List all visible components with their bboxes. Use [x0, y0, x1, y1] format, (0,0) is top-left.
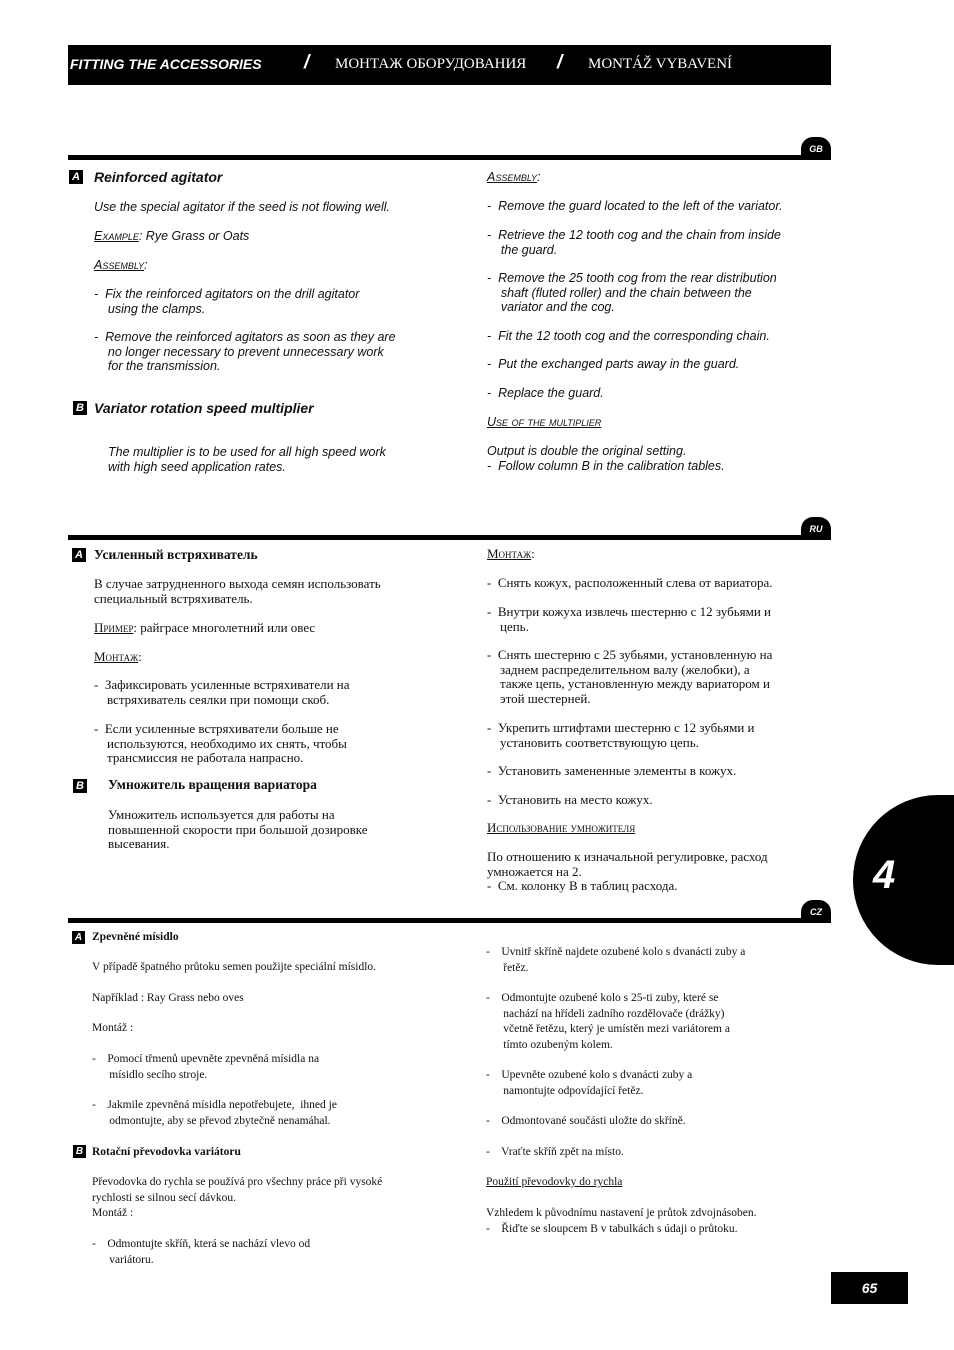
use-of-multiplier-label: Использование умножителя [487, 820, 636, 835]
paragraph: Převodovka do rychla se používá pro všechny práce při vysoké rychlosti se silnou secí dávkou. Montáž : [92, 1176, 383, 1219]
list-item: - Снять шестерню с 25 зубьями, установленную на заднем распределительном валу (желобки), а также цепь, установленную между вариатором и этой шестерней. [487, 647, 773, 706]
list-item: - Retrieve the 12 tooth cog and the chain from inside the guard. [487, 228, 781, 257]
section-letter-a: A [72, 548, 86, 562]
assembly-line [487, 170, 541, 185]
header-bar [68, 45, 831, 85]
section-letter-b: B [73, 779, 87, 793]
use-of-multiplier-label: Use of the multiplier [487, 415, 602, 429]
paragraph: V případě špatného průtoku semen použijte speciální mísidlo. [92, 961, 377, 973]
list-item: - Снять кожух, расположенный слева от вариатора. [487, 575, 773, 590]
assembly-line [94, 258, 148, 273]
language-tag-cz: CZ [801, 900, 831, 922]
paragraph: The multiplier is to be used for all high speed work with high seed application rates. [108, 445, 386, 474]
header-title-cz: MONTÁŽ VYBAVENÍ [588, 56, 733, 72]
assembly-colon: : [144, 258, 148, 272]
language-tag-ru: RU [801, 517, 831, 539]
assembly-colon: : [537, 170, 541, 184]
list-item: - Jakmile zpevněná mísidla nepotřebujete, ihned je odmontujte, aby se převod zbytečně nenamáhal. [92, 1099, 337, 1127]
list-item: - Установить на место кожух. [487, 792, 653, 807]
list-item: - Odmontované součásti uložte do skříně. [486, 1115, 686, 1127]
example-line [94, 229, 249, 244]
paragraph: Use the special agitator if the seed is not flowing well. [94, 200, 390, 214]
header-separator: / [557, 52, 563, 73]
list-item: - Укрепить штифтами шестерню с 12 зубьями и установить соответствующую цепь. [487, 720, 755, 750]
paragraph: По отношению к изначальной регулировке, расход умножается на 2. - См. колонку B в таблиц расхода. [487, 849, 768, 893]
chapter-tab [853, 795, 954, 965]
paragraph: Умножитель используется для работы на повышенной скорости при большой дозировке высевания. [108, 807, 368, 851]
list-item: - Upevněte ozubené kolo s dvanácti zuby a namontujte odpovídající řetěz. [486, 1069, 693, 1097]
assembly-label: Монтаж [487, 546, 532, 561]
header-title-en: FITTING THE ACCESSORIES [70, 56, 262, 72]
list-item: - Odmontujte skříň, která se nachází vlevo od variátoru. [92, 1238, 311, 1266]
assembly-line [487, 547, 535, 562]
list-item: - Put the exchanged parts away in the guard. [487, 357, 740, 371]
example-label: Пример [94, 620, 134, 635]
language-tag-gb: GB [801, 137, 831, 159]
assembly-label: Assembly [487, 170, 538, 184]
list-item: - Pomocí třmenů upevněte zpevněná mísidla na mísidlo secího stroje. [92, 1053, 320, 1081]
example-line [94, 621, 315, 636]
header-separator: / [304, 52, 310, 73]
section-rule-ru [68, 535, 831, 540]
section-letter-a: A [72, 931, 85, 944]
example-line: Například : Ray Grass nebo oves [92, 992, 244, 1004]
list-item: - Remove the guard located to the left of the variator. [487, 199, 783, 213]
list-item: - Replace the guard. [487, 386, 604, 400]
example-text: : райграсе многолетний или овес [133, 620, 316, 635]
section-letter-b: B [73, 401, 87, 415]
assembly-colon: : [138, 649, 142, 664]
list-item: - Remove the reinforced agitators as soon as they are no longer necessary to prevent unnecessary work for the transmission. [94, 330, 396, 373]
list-item: - Зафиксировать усиленные встряхиватели на встряхиватель сеялки при помощи скоб. [94, 677, 350, 707]
header-title-ru: МОНТАЖ ОБОРУДОВАНИЯ [335, 56, 527, 72]
section-rule-cz [68, 918, 831, 923]
list-item: - Fix the reinforced agitators on the drill agitator using the clamps. [94, 287, 360, 316]
chapter-number: 4 [873, 853, 896, 897]
list-item: - Uvnitř skříně najdete ozubené kolo s dvanácti zuby a řetěz. [486, 946, 746, 974]
heading-variator-multiplier: Умножитель вращения вариатора [108, 777, 317, 792]
heading-reinforced-agitator: Zpevněné mísidlo [92, 931, 179, 943]
list-item: - Fit the 12 tooth cog and the corresponding chain. [487, 329, 770, 343]
list-item: - Odmontujte ozubené kolo s 25-ti zuby, které se nachází na hřídeli zadního rozdělovače (drážky) včetně řetězu, který je umístěn mezi variátorem a tímto ozubeným kolem. [486, 992, 730, 1051]
assembly-line: Montáž : [92, 1022, 134, 1034]
paragraph: Output is double the original setting. - Follow column B in the calibration tables. [487, 444, 725, 473]
example-text: : Rye Grass or Oats [138, 229, 250, 243]
section-letter-a: A [69, 170, 83, 184]
list-item: - Vraťte skříň zpět na místo. [486, 1146, 624, 1158]
example-label: Example [94, 229, 139, 243]
page-number: 65 [831, 1272, 908, 1304]
heading-reinforced-agitator: Reinforced agitator [94, 169, 223, 185]
assembly-colon: : [531, 546, 535, 561]
assembly-label: Assembly [94, 258, 145, 272]
paragraph: Vzhledem k původnímu nastavení je průtok zdvojnásoben. - Řiďte se sloupcem B v tabulkách s údaji o průtoku. [486, 1207, 757, 1235]
list-item: - Remove the 25 tooth cog from the rear distribution shaft (fluted roller) and the chain between the variator and the cog. [487, 271, 777, 314]
list-item: - Внутри кожуха извлечь шестерню с 12 зубьями и цепь. [487, 604, 771, 634]
use-of-multiplier-label: Použití převodovky do rychla [486, 1176, 623, 1188]
list-item: - Установить замененные элементы в кожух. [487, 763, 737, 778]
heading-reinforced-agitator: Усиленный встряхиватель [94, 547, 258, 562]
section-rule-gb [68, 155, 831, 160]
assembly-label: Монтаж [94, 649, 139, 664]
heading-variator-multiplier: Rotační převodovka variátoru [92, 1146, 241, 1158]
heading-variator-multiplier: Variator rotation speed multiplier [94, 400, 314, 416]
assembly-line [94, 650, 142, 665]
paragraph: В случае затрудненного выхода семян использовать специальный встряхиватель. [94, 576, 381, 606]
section-letter-b: B [73, 1145, 86, 1158]
list-item: - Если усиленные встряхиватели больше не используются, необходимо их снять, чтобы трансмиссия не работала напрасно. [94, 721, 347, 765]
